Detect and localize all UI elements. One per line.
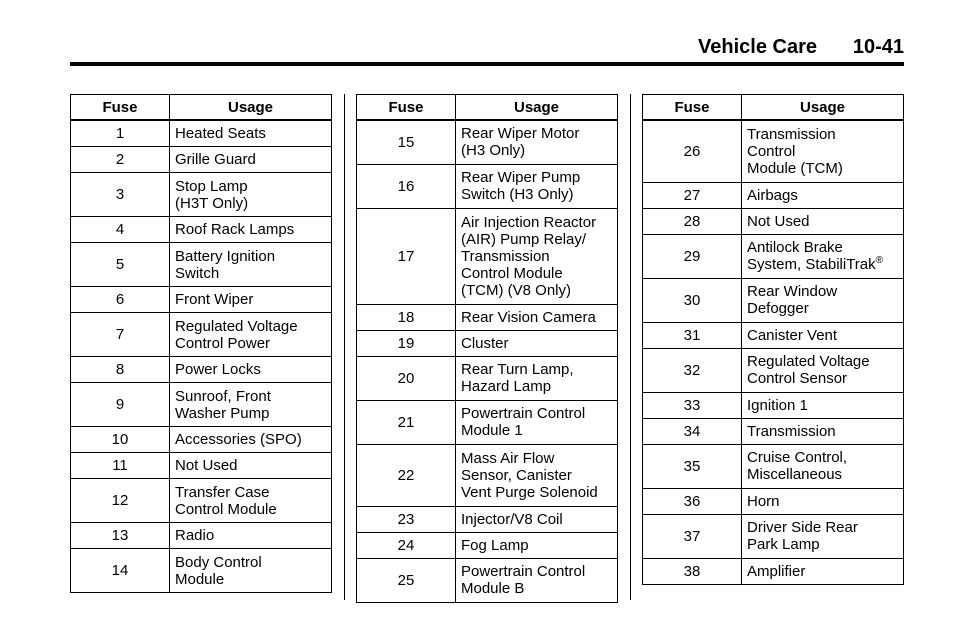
table-row	[643, 120, 904, 182]
fuse-number: 37	[643, 514, 742, 558]
fuse-usage	[742, 444, 904, 488]
table-row	[643, 488, 904, 514]
fuse-usage	[456, 532, 618, 558]
table-row	[643, 234, 904, 278]
usage-line: Powertrain Control	[461, 563, 586, 580]
fuse-usage	[170, 120, 332, 147]
usage-line: Front Wiper	[175, 291, 254, 308]
fuse-number: 35	[643, 444, 742, 488]
usage-line: Transmission	[747, 125, 836, 143]
usage-column-header: Usage	[742, 95, 904, 121]
fuse-number: 5	[71, 243, 170, 287]
usage-line: Antilock Brake	[747, 239, 843, 256]
usage-line: Cluster	[461, 334, 509, 352]
table-row	[71, 383, 332, 427]
usage-line: Park Lamp	[747, 536, 820, 553]
table-row	[71, 313, 332, 357]
usage-line: Control Power	[175, 334, 271, 352]
usage-line: Switch (H3 Only)	[461, 186, 574, 203]
fuse-number: 10	[71, 427, 170, 453]
usage-line: (H3T Only)	[175, 194, 249, 212]
fuse-number: 36	[643, 488, 742, 514]
fuse-number: 6	[71, 287, 170, 313]
header-rule	[70, 62, 904, 66]
usage-line: Fog Lamp	[461, 536, 529, 554]
usage-line: (H3 Only)	[461, 142, 526, 160]
table-row	[643, 514, 904, 558]
fuse-number: 2	[71, 147, 170, 173]
fuse-column-header: Fuse	[71, 95, 170, 121]
usage-line: Amplifier	[747, 562, 806, 580]
usage-line: Defogger	[747, 300, 809, 317]
usage-line: Grille Guard	[175, 151, 256, 168]
fuse-usage	[170, 287, 332, 313]
usage-line: Control	[747, 142, 796, 160]
fuse-number: 28	[643, 208, 742, 234]
table-row	[643, 444, 904, 488]
fuse-usage	[742, 418, 904, 444]
fuse-number: 1	[71, 120, 170, 147]
fuse-table-2	[356, 94, 618, 603]
fuse-usage	[170, 357, 332, 383]
page-number: 10-41	[852, 36, 904, 58]
fuse-number: 15	[357, 120, 456, 164]
table-row	[71, 453, 332, 479]
usage-line: Control Module	[175, 500, 277, 518]
table-row	[357, 356, 618, 400]
fuse-usage	[742, 558, 904, 584]
fuse-usage	[742, 488, 904, 514]
usage-line: System, StabiliTrak	[747, 256, 876, 273]
usage-line: Sensor, Canister	[461, 466, 572, 484]
fuse-number: 3	[71, 173, 170, 217]
fuse-number: 33	[643, 392, 742, 418]
fuse-usage	[456, 330, 618, 356]
table-row	[71, 287, 332, 313]
section-title: Vehicle Care	[698, 36, 817, 58]
fuse-usage	[170, 313, 332, 357]
usage-line: Module 1	[461, 422, 523, 439]
usage-line: Module B	[461, 580, 525, 597]
table-row	[71, 173, 332, 217]
fuse-usage	[456, 120, 618, 164]
fuse-number: 19	[357, 330, 456, 356]
fuse-number: 31	[643, 322, 742, 348]
usage-line: Vent Purge Solenoid	[461, 483, 598, 501]
usage-line: Horn	[747, 492, 780, 510]
fuse-number: 13	[71, 523, 170, 549]
usage-line: Airbags	[747, 186, 798, 204]
table-row	[357, 506, 618, 532]
usage-line: Control Module	[461, 264, 563, 282]
fuse-usage	[456, 164, 618, 208]
fuse-number: 34	[643, 418, 742, 444]
table-row	[357, 444, 618, 506]
page-header	[70, 36, 904, 64]
fuse-number: 12	[71, 479, 170, 523]
fuse-number: 16	[357, 164, 456, 208]
usage-line: Power Locks	[175, 361, 261, 378]
usage-line: Driver Side Rear	[747, 519, 858, 536]
table-row	[71, 243, 332, 287]
usage-line: Roof Rack Lamps	[175, 221, 295, 238]
usage-line: Hazard Lamp	[461, 378, 552, 395]
fuse-usage	[742, 120, 904, 182]
fuse-usage	[170, 523, 332, 549]
fuse-usage	[170, 173, 332, 217]
usage-line: Injector/V8 Coil	[461, 510, 563, 528]
fuse-usage	[742, 514, 904, 558]
usage-line: Rear Wiper Motor	[461, 125, 580, 143]
usage-line: (AIR) Pump Relay/	[461, 230, 587, 248]
fuse-usage	[742, 234, 904, 278]
usage-line: Switch	[175, 264, 220, 282]
registered-mark: ®	[875, 255, 884, 266]
fuse-usage	[456, 356, 618, 400]
fuse-usage	[456, 558, 618, 602]
fuse-number: 38	[643, 558, 742, 584]
table-row	[643, 322, 904, 348]
fuse-usage	[456, 304, 618, 330]
fuse-number: 4	[71, 217, 170, 243]
table-row	[643, 558, 904, 584]
fuse-number: 17	[357, 208, 456, 304]
table-row	[643, 392, 904, 418]
usage-line: Air Injection Reactor	[461, 213, 597, 231]
fuse-number: 11	[71, 453, 170, 479]
fuse-usage	[456, 400, 618, 444]
fuse-usage	[742, 348, 904, 392]
usage-line: Accessories (SPO)	[175, 431, 302, 448]
usage-line: Canister Vent	[747, 326, 838, 344]
fuse-usage	[742, 278, 904, 322]
table-row	[357, 532, 618, 558]
table-row	[643, 418, 904, 444]
table-row	[71, 427, 332, 453]
usage-line: Not Used	[747, 212, 810, 230]
fuse-column-header: Fuse	[643, 95, 742, 121]
usage-line: Transfer Case	[175, 483, 270, 501]
table-row	[643, 208, 904, 234]
usage-line: Module (TCM)	[747, 159, 843, 177]
fuse-table-1	[70, 94, 332, 593]
fuse-number: 27	[643, 182, 742, 208]
table-row	[71, 523, 332, 549]
table-row	[643, 348, 904, 392]
fuse-number: 14	[71, 549, 170, 593]
fuse-usage	[742, 182, 904, 208]
fuse-usage	[170, 147, 332, 173]
usage-line: Mass Air Flow	[461, 449, 555, 467]
usage-column-header: Usage	[456, 95, 618, 121]
table-row	[357, 208, 618, 304]
usage-line: Rear Window	[747, 283, 838, 300]
usage-line: Powertrain Control	[461, 405, 586, 422]
usage-line: Radio	[175, 527, 215, 544]
usage-line: Battery Ignition	[175, 247, 276, 265]
fuse-number: 26	[643, 120, 742, 182]
table-row	[357, 330, 618, 356]
table-row	[71, 147, 332, 173]
fuse-usage	[170, 243, 332, 287]
usage-line: Rear Wiper Pump	[461, 169, 581, 186]
usage-line: Not Used	[175, 457, 238, 474]
fuse-usage	[170, 479, 332, 523]
fuse-column-header: Fuse	[357, 95, 456, 121]
usage-line: Transmission	[461, 247, 550, 265]
fuse-number: 21	[357, 400, 456, 444]
usage-line: Transmission	[747, 422, 836, 440]
table-row	[71, 217, 332, 243]
fuse-number: 20	[357, 356, 456, 400]
usage-line: Stop Lamp	[175, 177, 248, 195]
table-row	[71, 120, 332, 147]
fuse-usage	[170, 383, 332, 427]
fuse-number: 8	[71, 357, 170, 383]
usage-line: Regulated Voltage	[747, 353, 870, 370]
fuse-usage	[170, 427, 332, 453]
table-row	[357, 120, 618, 164]
fuse-usage	[456, 506, 618, 532]
column-divider	[344, 94, 345, 600]
usage-line: Regulated Voltage	[175, 317, 298, 335]
fuse-usage	[456, 444, 618, 506]
fuse-number: 7	[71, 313, 170, 357]
fuse-number: 23	[357, 506, 456, 532]
table-row	[357, 164, 618, 208]
table-row	[357, 400, 618, 444]
fuse-number: 18	[357, 304, 456, 330]
fuse-usage	[170, 453, 332, 479]
table-row	[71, 357, 332, 383]
fuse-usage	[742, 392, 904, 418]
fuse-usage	[170, 217, 332, 243]
usage-line: Washer Pump	[175, 404, 270, 422]
usage-line: Control Sensor	[747, 370, 848, 387]
fuse-number: 29	[643, 234, 742, 278]
fuse-number: 30	[643, 278, 742, 322]
fuse-number: 22	[357, 444, 456, 506]
fuse-usage	[170, 549, 332, 593]
table-row	[643, 278, 904, 322]
usage-line: Miscellaneous	[747, 466, 843, 483]
fuse-usage	[456, 208, 618, 304]
usage-line: Heated Seats	[175, 125, 266, 142]
usage-column-header: Usage	[170, 95, 332, 121]
usage-line: Ignition 1	[747, 396, 808, 414]
table-row	[71, 549, 332, 593]
usage-line: (TCM) (V8 Only)	[461, 281, 571, 299]
fuse-number: 32	[643, 348, 742, 392]
table-row	[643, 182, 904, 208]
column-divider	[630, 94, 631, 600]
table-row	[357, 558, 618, 602]
fuse-usage	[742, 208, 904, 234]
usage-line: Rear Turn Lamp,	[461, 361, 574, 378]
table-row	[357, 304, 618, 330]
fuse-number: 24	[357, 532, 456, 558]
table-row	[71, 479, 332, 523]
fuse-number: 25	[357, 558, 456, 602]
usage-line: Module	[175, 570, 225, 588]
fuse-number: 9	[71, 383, 170, 427]
usage-line: Cruise Control,	[747, 449, 848, 466]
fuse-usage	[742, 322, 904, 348]
usage-line: Rear Vision Camera	[461, 308, 596, 326]
usage-line: Body Control	[175, 553, 262, 571]
usage-line: Sunroof, Front	[175, 387, 271, 405]
fuse-table-3	[642, 94, 904, 585]
